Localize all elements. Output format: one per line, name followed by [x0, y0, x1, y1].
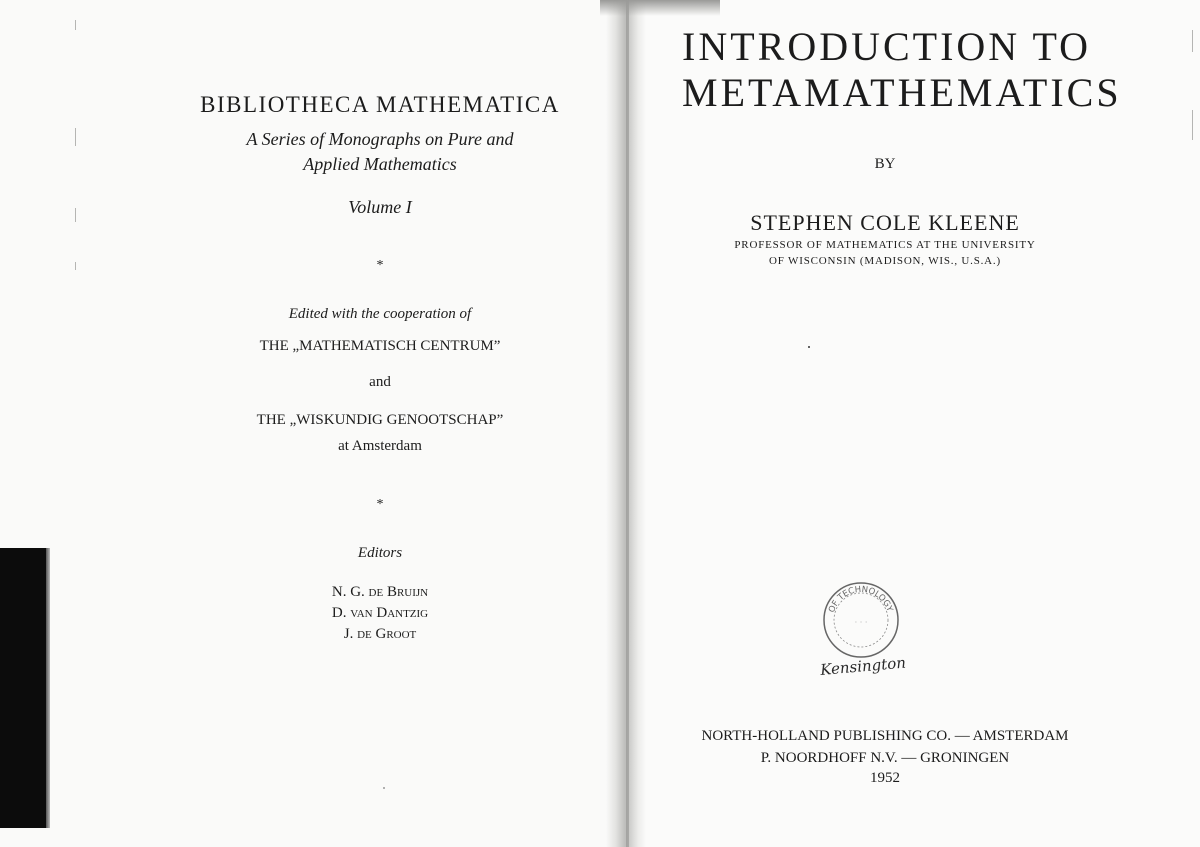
scan-speck — [75, 262, 76, 270]
author-affiliation — [680, 237, 1090, 269]
organization-1: THE „MATHEMATISCH CENTRUM” — [259, 338, 501, 354]
scan-speck — [75, 20, 76, 30]
author-name: STEPHEN COLE KLEENE — [750, 210, 1020, 235]
organization-2: THE „WISKUNDIG GENOOTSCHAP” — [256, 412, 504, 428]
publisher-line-1: NORTH-HOLLAND PUBLISHING CO. — AMSTERDAM — [701, 728, 1069, 744]
svg-text:OF TECHNOLOGY — [827, 585, 895, 614]
conjunction: and — [369, 374, 391, 390]
by-line: BY — [874, 156, 896, 172]
publisher-line-2: P. NOORDHOFF N.V. — GRONINGEN — [760, 750, 1010, 766]
series-name: BIBLIOTHECA MATHEMATICA — [200, 92, 560, 117]
editor-name: D. van Dantzig — [331, 605, 429, 621]
publication-year: 1952 — [870, 770, 900, 786]
edited-line: Edited with the cooperation of — [288, 306, 472, 322]
book-title-line-1: INTRODUCTION TO — [682, 24, 1092, 69]
ink-dot — [383, 787, 385, 789]
right-page — [620, 0, 1200, 847]
top-edge-shadow — [600, 0, 720, 16]
editor-name: J. de Groot — [343, 626, 417, 642]
book-title — [682, 24, 1122, 116]
scan-speck — [1192, 110, 1193, 140]
ink-dot — [808, 346, 810, 348]
ornament-star: * — [376, 497, 384, 512]
affiliation-line-2: OF WISCONSIN (MADISON, WIS., U.S.A.) — [769, 255, 1001, 267]
series-subtitle-line-1: A Series of Monographs on Pure and — [246, 129, 514, 149]
handwritten-signature — [818, 650, 913, 680]
series-subtitle-line-2: Applied Mathematics — [303, 154, 457, 174]
scan-speck — [75, 208, 76, 222]
editors-heading: Editors — [357, 545, 403, 561]
book-title-line-2: METAMATHEMATICS — [682, 70, 1122, 115]
series-subtitle — [180, 127, 580, 177]
affiliation-line-1: PROFESSOR OF MATHEMATICS AT THE UNIVERSITY — [734, 239, 1036, 251]
organization-2-city: at Amsterdam — [338, 438, 422, 454]
scan-speck — [75, 128, 76, 146]
editor-name: N. G. de Bruijn — [331, 584, 429, 600]
scan-black-edge — [0, 548, 46, 828]
svg-text:· · ·: · · · — [854, 618, 868, 627]
library-stamp-icon — [821, 580, 901, 660]
scan-speck — [1192, 30, 1193, 52]
gutter-fold-line — [626, 0, 629, 847]
volume-label: Volume I — [348, 197, 412, 217]
library-stamp-text: OF TECHNOLOGY — [827, 584, 895, 615]
handwritten-note: Kensington — [819, 653, 907, 679]
ornament-star: * — [376, 258, 384, 273]
